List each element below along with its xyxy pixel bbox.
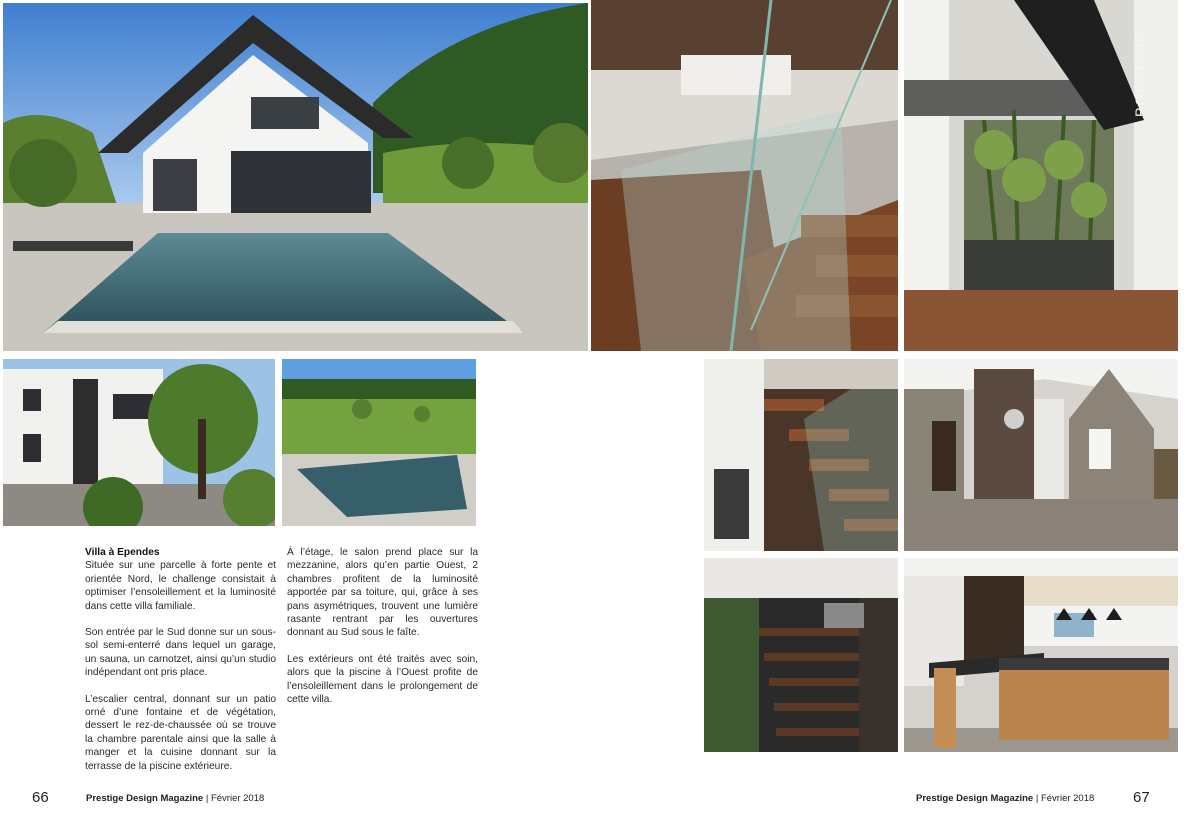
right-footer [916,793,1094,804]
article-title: Villa à Ependes [85,547,160,558]
photo-villa-side [3,359,275,526]
article-paragraph-5: Les extérieurs ont été traités avec soin, alors que la piscine à l’Ouest profite de l’ensoleillement dans le prolongement de cette villa. [287,653,478,706]
left-footer-separator: | [205,793,209,804]
left-footer [86,793,264,804]
left-footer-issue: Février 2018 [210,793,265,804]
right-footer-separator: | [1035,793,1039,804]
photo-villa-pool [3,3,588,351]
article-column-1 [85,546,276,786]
photo-kitchen [904,558,1178,752]
right-page-number: 67 [1133,789,1150,806]
photo-stair-lower [704,558,898,752]
article-paragraph-4: À l’étage, le salon prend place sur la mezzanine, alors qu’en partie Ouest, 2 chambres profitent de la luminosité apportée par sa toiture, qui, grâce à ses pans asymétriques, trouvent une lumière rasante rentrant par les ouvertures donnant au Sud sous le faîte. [287,547,478,639]
left-page-number: 66 [32,789,49,806]
section-label: PORTRAIT [1132,30,1148,118]
photo-stair-wood [704,359,898,551]
article-paragraph-1: Située sur une parcelle à forte pente et orientée Nord, le challenge consistait à optimiser l’ensoleillement et la luminosité dans cette villa familiale. [85,560,276,612]
photo-living-room [904,359,1178,551]
article-paragraph-2: Son entrée par le Sud donne sur un sous-sol semi-enterré dans lequel un garage, un sauna, un carnotzet, ainsi qu’un studio indépendant ont pris place. [85,627,276,679]
article-paragraph-3: L’escalier central, donnant sur un patio orné d’une fontaine et de végétation, dessert le rez-de-chaussée où se trouve la chambre parentale ainsi que la salle à manger et la cuisine donnant sur la terrasse de la piscine extérieure. [85,693,276,772]
right-footer-issue: Février 2018 [1040,793,1095,804]
right-footer-magazine: Prestige Design Magazine [916,793,1034,804]
photo-glass-staircase [591,0,898,351]
left-footer-magazine: Prestige Design Magazine [86,793,204,804]
article-column-2 [287,546,478,719]
photo-pool-garden [282,359,476,526]
